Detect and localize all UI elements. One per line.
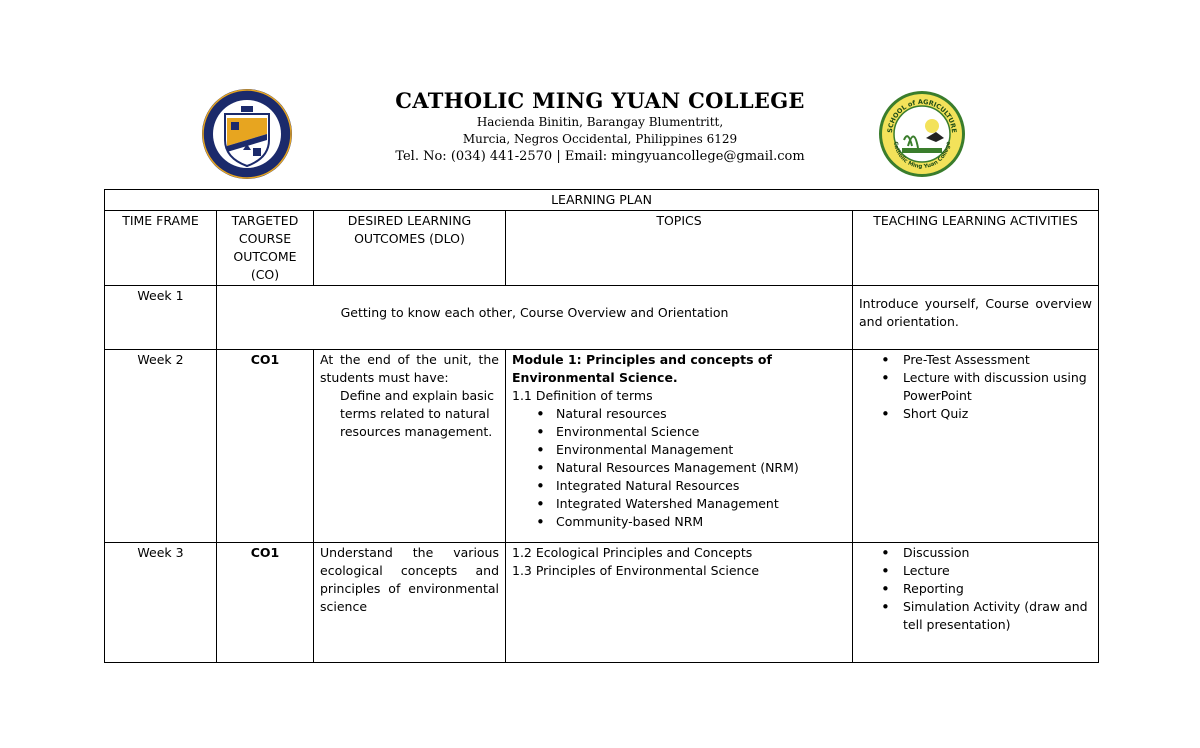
list-item: • Integrated Natural Resources — [556, 477, 846, 495]
college-header — [300, 88, 900, 166]
header-teaching-learning-activities: TEACHING LEARNING ACTIVITIES — [853, 211, 1099, 286]
svg-text:Catholic Ming Yuan College: Catholic Ming Yuan College — [891, 141, 952, 171]
subtopic-label: 1.1 Definition of terms — [512, 388, 653, 403]
list-item: • Simulation Activity (draw and tell presentation) — [903, 598, 1092, 634]
week-cell: Week 1 — [105, 286, 217, 350]
header-targeted-course-outcome: TARGETED COURSE OUTCOME (CO) — [217, 211, 314, 286]
activities-cell — [853, 350, 1099, 543]
list-item: • Natural Resources Management (NRM) — [556, 459, 846, 477]
svg-text:SCHOOL of AGRICULTURE: SCHOOL of AGRICULTURE — [885, 97, 959, 134]
list-item: • Reporting — [903, 580, 1092, 598]
co-cell: CO1 — [217, 543, 314, 663]
topics-cell — [506, 543, 853, 663]
activities-cell — [853, 543, 1099, 663]
dlo-detail: Define and explain basic terms related to natural resources management. — [340, 388, 495, 439]
list-item: • Natural resources — [556, 405, 846, 423]
header-row — [105, 211, 1099, 286]
header-time-frame: TIME FRAME — [105, 211, 217, 286]
table-title: LEARNING PLAN — [105, 190, 1099, 211]
topics-cell — [506, 350, 853, 543]
activities-list — [859, 544, 1092, 634]
list-item: • Environmental Science — [556, 423, 846, 441]
orientation-text: Getting to know each other, Course Overview and Orientation — [340, 305, 729, 320]
terms-list — [512, 405, 846, 531]
list-item: • Short Quiz — [903, 405, 1092, 423]
week-cell: Week 3 — [105, 543, 217, 663]
module-title: Module 1: Principles and concepts of Environmental Science. — [512, 352, 772, 385]
list-item: • Community-based NRM — [556, 513, 846, 531]
week-cell: Week 2 — [105, 350, 217, 543]
dlo-cell — [314, 350, 506, 543]
school-of-agriculture-seal-icon — [878, 90, 966, 178]
dlo-cell: Understand the various ecological concepts and principles of environmental science — [314, 543, 506, 663]
list-item: • Lecture with discussion using PowerPoint — [903, 369, 1092, 405]
orientation-cell — [217, 286, 853, 350]
header-desired-learning-outcomes: DESIRED LEARNING OUTCOMES (DLO) — [314, 211, 506, 286]
contact-line: Tel. No: (034) 441-2570 | Email: mingyuancollege@gmail.com — [395, 149, 805, 164]
list-item: • Lecture — [903, 562, 1092, 580]
dlo-intro: At the end of the unit, the students must have: — [320, 352, 499, 385]
activities-cell — [853, 286, 1099, 350]
topic-item: 1.2 Ecological Principles and Concepts — [512, 545, 753, 560]
college-name: CATHOLIC MING YUAN COLLEGE — [395, 88, 805, 113]
list-item: • Integrated Watershed Management — [556, 495, 846, 513]
table-row — [105, 350, 1099, 543]
topic-item: 1.3 Principles of Environmental Science — [512, 563, 760, 578]
header-topics: TOPICS — [506, 211, 853, 286]
activities-list — [859, 351, 1092, 423]
list-item: • Environmental Management — [556, 441, 846, 459]
table-row — [105, 286, 1099, 350]
list-item: • Discussion — [903, 544, 1092, 562]
address-line-1: Hacienda Binitin, Barangay Blumentritt, — [476, 115, 724, 129]
co-cell: CO1 — [217, 350, 314, 543]
learning-plan-table — [104, 189, 1099, 663]
table-row — [105, 543, 1099, 663]
address-line-2: Murcia, Negros Occidental, Philippines 6129 — [462, 132, 738, 146]
college-seal-icon — [201, 88, 293, 180]
list-item: • Pre-Test Assessment — [903, 351, 1092, 369]
activities-text: Introduce yourself, Course overview and orientation. — [859, 296, 1093, 329]
